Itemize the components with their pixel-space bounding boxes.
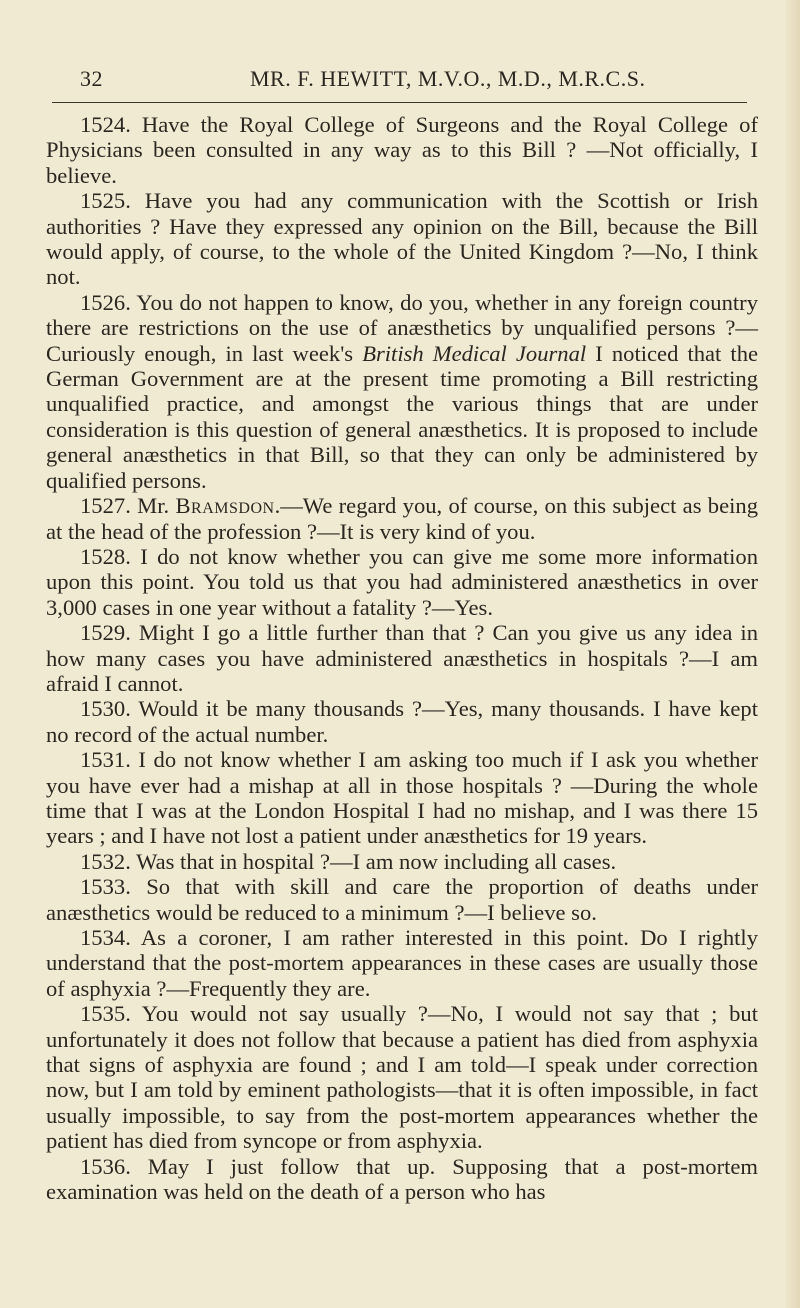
- paragraph-1531: 1531. I do not know whether I am asking too much if I ask you whether you have ever had a mishap at all in those hospitals ? —During the whole time that I was at the London Hospital I had no mishap, and I was there 15 years ; and I have not lost a patient under anæsthetics for 19 years.: [46, 747, 758, 849]
- paragraph-1532: 1532. Was that in hospital ?—I am now including all cases.: [80, 848, 617, 874]
- page-header: [52, 66, 747, 96]
- paragraph-1526: [46, 290, 758, 493]
- paragraph-1534: 1534. As a coroner, I am rather interested in this point. Do I rightly understand that the post-mortem appearances in these cases are usually those of asphyxia ?—Frequently they are.: [46, 925, 758, 1001]
- paragraph-1527-number: 1527. Mr.: [80, 493, 176, 519]
- paragraph-1533: 1533. So that with skill and care the proportion of deaths under anæsthetics would be reduced to a minimum ?—I believe so.: [46, 874, 758, 925]
- paragraph-1526-continued: I noticed that the German Government are at the present time promoting a Bill restricting unqualified practice, and amongst the various things that are under consideration is this question of general anæsthetics. It is proposed to include general anæsthetics in that Bill, so that they can only be administered by qualified persons.: [46, 340, 759, 493]
- paragraph-1530: 1530. Would it be many thousands ?—Yes, many thousands. I have kept no record of the actual number.: [46, 696, 758, 747]
- running-head: MR. F. HEWITT, M.V.O., M.D., M.R.C.S.: [250, 66, 646, 91]
- paragraph-1529: 1529. Might I go a little further than that ? Can you give us any idea in how many cases you have administered anæsthetics in hospitals ?—I am afraid I cannot.: [46, 620, 758, 696]
- body-text: [46, 112, 758, 1204]
- paragraph-1536: 1536. May I just follow that up. Supposing that a post-mortem examination was held on the death of a person who has: [46, 1153, 758, 1205]
- page-number: 32: [80, 66, 103, 91]
- paragraph-1528: 1528. I do not know whether you can give me some more information upon this point. You told us that you had administered anæsthetics in over 3,000 cases in one year without a fatality ?—Yes.: [46, 543, 758, 620]
- paragraph-1535: 1535. You would not say usually ?—No, I would not say that ; but unfortunately it does not follow that because a patient has died from asphyxia that signs of asphyxia are found ; and I am told—I speak under correction now, but I am told by eminent pathologists—that it is often impossible, in fact usually impossible, to say from the post-mortem appearances whether the patient has died from syncope or from asphyxia.: [46, 1001, 758, 1154]
- paragraph-1524: 1524. Have the Royal College of Surgeons and the Royal College of Physicians been consulted in any way as to this Bill ? —Not officially, I believe.: [46, 112, 758, 188]
- journal-title: British Medical Journal: [362, 340, 587, 366]
- paragraph-1525: 1525. Have you had any communication with the Scottish or Irish authorities ? Have they expressed any opinion on the Bill, because the Bill would apply, of course, to the whole of the United Kingdom ?—No, I think not.: [46, 188, 758, 290]
- header-rule: [52, 102, 747, 103]
- paragraph-1527-text: .—We regard you, of course, on this subject as being at the head of the profession ?—It is very kind of you.: [46, 493, 759, 544]
- paragraph-1526-text: 1526. You do not happen to know, do you, whether in any foreign country there are restrictions on the use of anæsthetics by unqualified persons ?—Curiously enough, in last week's: [46, 289, 758, 366]
- page-edge: [786, 0, 800, 1308]
- paragraph-1527: [46, 493, 758, 544]
- speaker-name: Bramsdon: [175, 493, 275, 519]
